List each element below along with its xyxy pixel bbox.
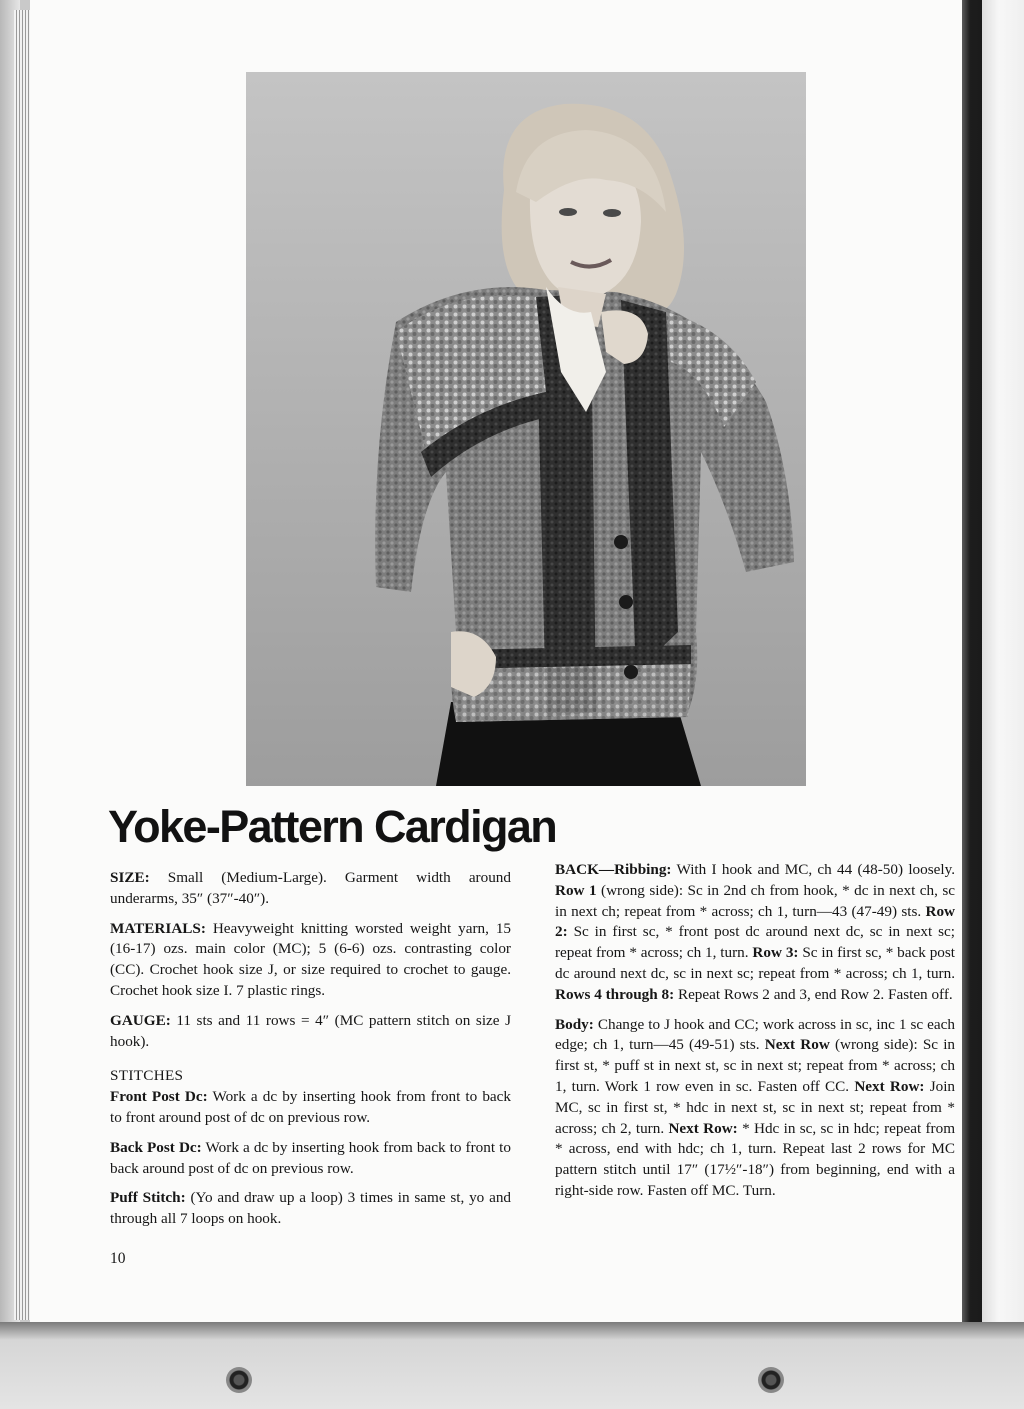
row-label: Next Row: [668, 1119, 738, 1137]
back-ribbing-paragraph [555, 860, 955, 1006]
stitch-list [110, 1087, 511, 1230]
right-facing-page [982, 0, 1024, 1409]
cardigan-photo [246, 72, 806, 786]
gauge-label: GAUGE: [110, 1011, 171, 1029]
materials-text: Heavyweight knitting worsted weight yarn, 15 (16-17) ozs. main color (MC); 5 (6-6) ozs. contrasting color (CC). Crochet hook size J, or size required to crochet to gauge. Crochet hook size I. 7 plastic rings. [110, 919, 512, 999]
left-column [110, 868, 511, 1239]
stitch-item [110, 1087, 511, 1129]
row-label: Rows 4 through 8: [555, 985, 675, 1003]
stitch-text: Work a dc by inserting hook from front to back to front around post of dc on previous row. [110, 1088, 511, 1126]
back-ribbing-text: Sc in first sc, * back post dc around next dc, sc in next sc; repeat from * across; ch 1, turn. [555, 944, 956, 982]
back-ribbing-text: With I hook and MC, ch 44 (48-50) loosely. [676, 861, 955, 878]
right-column [555, 860, 955, 1211]
row-label: Row 2: [555, 902, 956, 941]
stitch-item [110, 1138, 511, 1180]
back-ribbing-text: (wrong side): Sc in 2nd ch from hook, * dc in next ch, sc in next ch; repeat from * across; ch 1, turn—43 (47-49) sts. [555, 881, 955, 920]
body-text: (wrong side): Sc in first st, * puff st in next st, sc in next st; repeat from * across; ch 1, turn. Work 1 row even in sc. Fasten off CC. [555, 1036, 956, 1095]
gauge-text: 11 sts and 11 rows = 4″ (MC pattern stitch on size J hook). [110, 1011, 512, 1050]
materials-paragraph [110, 919, 511, 1002]
stitch-text: (Yo and draw up a loop) 3 times in same st, yo and through all 7 loops on hook. [110, 1189, 512, 1228]
stitches-heading: STITCHES [110, 1067, 184, 1085]
stitch-text: Work a dc by inserting hook from back to front to back around post of dc on previous row. [110, 1138, 511, 1177]
back-ribbing-label: BACK—Ribbing: [555, 861, 672, 878]
back-ribbing-text: Repeat Rows 2 and 3, end Row 2. Fasten off. [677, 985, 953, 1003]
binder-clip-icon [758, 1367, 784, 1393]
body-text: Join MC, sc in first st, * hdc in next st, sc in next st; repeat from * across; ch 2, turn. [555, 1077, 956, 1137]
stitch-item [110, 1188, 511, 1230]
gauge-paragraph [110, 1011, 511, 1053]
photo-woman-cardigan-icon [246, 72, 806, 786]
stitch-label: Front Post Dc: [110, 1088, 208, 1106]
pattern-title: Yoke-Pattern Cardigan [108, 801, 557, 852]
stitch-label: Puff Stitch: [110, 1189, 186, 1207]
body-paragraph [555, 1015, 955, 1202]
back-ribbing-text: Sc in first sc, * front post dc around next dc, sc in next sc; repeat from * across; ch 1, turn. [555, 923, 956, 962]
row-label: Next Row: [854, 1077, 925, 1095]
body-text: * Hdc in sc, sc in hdc; repeat from * across, end with hdc; ch 1, turn. Repeat last 2 rows for MC pattern stitch until 17″ (17½″-18″) from beginning, end with a right-side row. Fasten off MC. Turn. [555, 1119, 956, 1199]
scanner-bottom-edge [0, 1322, 1024, 1409]
body-label: Body: [555, 1015, 594, 1033]
row-label: Row 3: [752, 944, 799, 962]
size-label: SIZE: [110, 869, 150, 886]
materials-label: MATERIALS: [110, 919, 206, 937]
row-label: Row 1 [555, 881, 597, 899]
size-text: Small (Medium-Large). Garment width around underarms, 35″ (37″-40″). [110, 869, 511, 907]
binder-clip-icon [226, 1367, 252, 1393]
size-paragraph [110, 868, 511, 910]
row-label: Next Row [764, 1036, 830, 1054]
stitch-label: Back Post Dc: [110, 1138, 202, 1156]
page-number: 10 [110, 1250, 126, 1267]
body-text: Change to J hook and CC; work across in sc, inc 1 sc each edge; ch 1, turn—45 (49-51) sts. [555, 1015, 955, 1054]
